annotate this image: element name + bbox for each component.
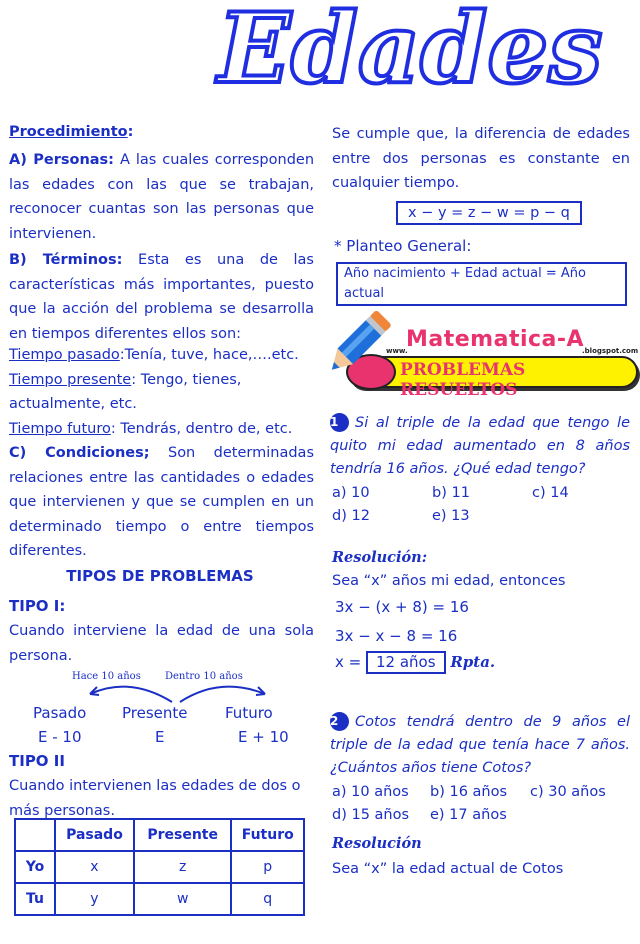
banner-www: www. xyxy=(386,347,408,355)
diagram-futuro-label: Futuro xyxy=(225,704,273,722)
condiciones-text: Son determinadas relaciones entre las cantidades o edades que intervienen y que se cumplen en un determinado tiempo o entre tiempos diferentes. xyxy=(9,445,314,559)
tiempo-presente-text: : Tengo, tienes, actualmente, etc. xyxy=(9,371,242,412)
table-cell: p xyxy=(231,851,304,883)
problem-1-resolution-line-1: Sea “x” años mi edad, entonces xyxy=(332,573,566,589)
procedimiento-heading xyxy=(9,120,133,145)
tipo1-text: Cuando interviene la edad de una sola persona. xyxy=(9,623,314,664)
table-cell: z xyxy=(134,851,232,883)
tiempo-futuro xyxy=(9,417,314,442)
problem-2-number-badge: 2 xyxy=(330,712,349,731)
table-cell: y xyxy=(55,883,134,915)
table-row-header: Yo xyxy=(15,851,55,883)
option-d: d) 15 años xyxy=(332,807,410,823)
arrow-right-label: Dentro 10 años xyxy=(165,671,243,682)
planteo-formula-box xyxy=(336,262,627,306)
table-row xyxy=(15,851,304,883)
problem-1-number-badge: 1 xyxy=(330,413,349,432)
banner-tagline: PROBLEMAS RESUELTOS xyxy=(400,360,526,400)
personas-label: A) Personas: xyxy=(9,152,114,168)
tiempo-futuro-label: Tiempo futuro xyxy=(9,420,111,437)
planteo-formula-text: Año nacimiento + Edad actual = Año actual xyxy=(336,262,627,306)
problem-2-text: Cotos tendrá dentro de 9 años el triple de la edad que tenía hace 7 años. ¿Cuántos años tiene Cotos? xyxy=(330,714,630,776)
formula-text: x − y = z − w = p − q xyxy=(396,201,582,225)
option-a: a) 10 xyxy=(332,485,370,501)
planteo-label: * Planteo General: xyxy=(334,237,472,255)
answer-prefix: x = xyxy=(335,653,362,671)
condiciones-label: C) Condiciones; xyxy=(9,445,150,461)
tiempo-pasado xyxy=(9,343,314,368)
matematica-a-banner xyxy=(318,305,640,400)
problem-1-resolution-label: Resolución: xyxy=(332,549,428,566)
problem-1-answer xyxy=(335,650,495,675)
tipo2-text: Cuando intervienen las edades de dos o más personas. xyxy=(9,778,301,819)
page-title-text: Edades xyxy=(217,0,603,104)
tipo1-heading: TIPO I: xyxy=(9,597,66,615)
option-b: b) 11 xyxy=(432,485,470,501)
problem-1-options xyxy=(332,482,622,528)
option-e: e) 17 años xyxy=(430,807,507,823)
intro-paragraph: Se cumple que, la diferencia de edades entre dos personas es constante en cualquier tiempo. xyxy=(332,126,630,191)
terminos-paragraph xyxy=(9,248,314,346)
arrow-left-label: Hace 10 años xyxy=(72,671,141,682)
option-c: c) 30 años xyxy=(530,784,606,800)
problem-2-resolution-label: Resolución xyxy=(332,835,422,852)
answer-box: 12 años xyxy=(366,651,446,674)
pencil-icon xyxy=(318,305,398,385)
heading-colon: : xyxy=(127,124,134,140)
tiempos-list xyxy=(9,343,314,441)
page-title xyxy=(180,0,640,104)
formula-box xyxy=(396,201,582,226)
option-a: a) 10 años xyxy=(332,784,409,800)
tipo1-diagram xyxy=(20,668,310,753)
problem-2-options xyxy=(332,781,632,827)
terminos-text: Esta es una de las características más importantes, puesto que la acción del problema se desarrolla en tiempos diferentes ellos son: xyxy=(9,252,314,342)
problem-1-text: Si al triple de la edad que tengo le quito mi edad aumentado en 8 años tendría 16 años. ¿Qué edad tengo? xyxy=(330,415,630,477)
banner-blogspot: .blogspot.com xyxy=(582,347,639,355)
ages-table xyxy=(14,818,305,916)
answer-rpta: Rpta. xyxy=(450,653,496,671)
table-header-pasado: Pasado xyxy=(55,819,134,851)
table-header-row xyxy=(15,819,304,851)
tiempo-presente-label: Tiempo presente xyxy=(9,371,132,388)
problem-2-statement xyxy=(330,711,630,780)
table-header-futuro: Futuro xyxy=(231,819,304,851)
diagram-pasado-value: E - 10 xyxy=(38,728,82,746)
procedimiento-heading-text: Procedimiento xyxy=(9,124,128,140)
problem-1-resolution-line-3: 3x − x − 8 = 16 xyxy=(335,627,458,645)
table-cell: q xyxy=(231,883,304,915)
tiempo-pasado-text: :Tenía, tuve, hace,….etc. xyxy=(119,347,299,363)
diagram-presente-value: E xyxy=(155,728,165,746)
personas-paragraph xyxy=(9,148,314,246)
personas-text: A las cuales corresponden las edades con las que se trabajan, reconocer cuantas son las personas que intervienen. xyxy=(9,152,315,242)
table-row xyxy=(15,883,304,915)
option-b: b) 16 años xyxy=(430,784,508,800)
option-c: c) 14 xyxy=(532,485,569,501)
problem-1-statement xyxy=(330,412,630,481)
table-header-presente: Presente xyxy=(134,819,232,851)
option-d: d) 12 xyxy=(332,508,370,524)
banner-brand: Matematica-A xyxy=(406,327,585,352)
diagram-presente-label: Presente xyxy=(122,704,188,722)
table-cell: w xyxy=(134,883,232,915)
table-cell: x xyxy=(55,851,134,883)
terminos-label: B) Términos: xyxy=(9,252,123,268)
tiempo-pasado-label: Tiempo pasado xyxy=(9,347,120,363)
problem-2-resolution-line-1: Sea “x” la edad actual de Cotos xyxy=(332,861,564,877)
tipos-heading: TIPOS DE PROBLEMAS xyxy=(66,567,254,585)
problem-1-resolution-line-2: 3x − (x + 8) = 16 xyxy=(335,598,469,616)
condiciones-paragraph xyxy=(9,441,314,564)
tiempo-presente xyxy=(9,368,314,417)
diagram-futuro-value: E + 10 xyxy=(238,728,289,746)
tiempo-futuro-text: : Tendrás, dentro de, etc. xyxy=(110,420,293,437)
option-e: e) 13 xyxy=(432,508,470,524)
table-header-empty xyxy=(15,819,55,851)
tipo2-heading: TIPO II xyxy=(9,752,65,770)
diagram-pasado-label: Pasado xyxy=(33,704,87,722)
table-row-header: Tu xyxy=(15,883,55,915)
